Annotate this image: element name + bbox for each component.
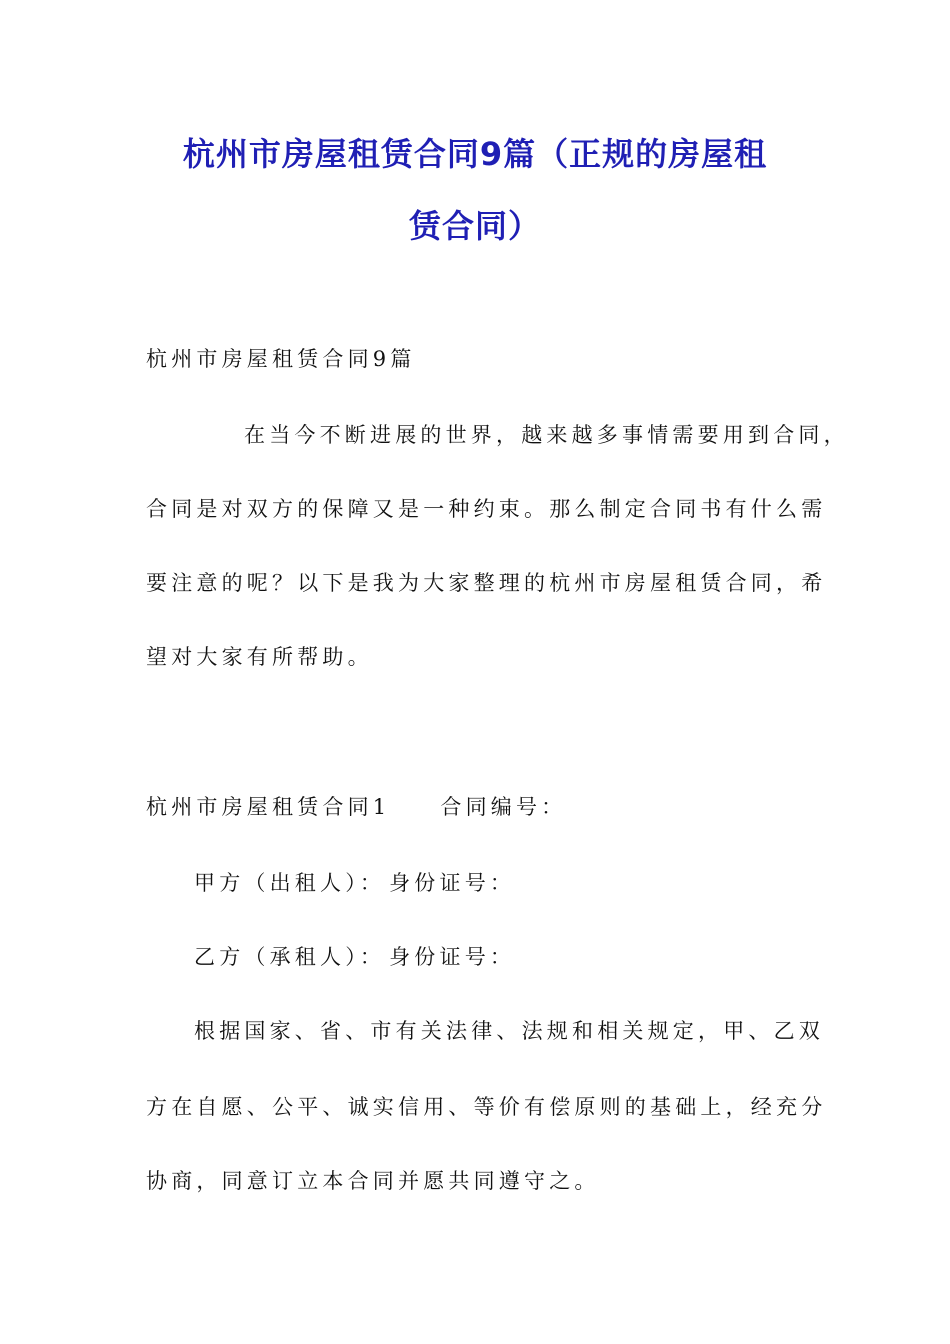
document-title-line-1: 杭州市房屋租赁合同9篇（正规的房屋租 (182, 135, 768, 173)
party-a-id-label: 身份证号： (389, 871, 516, 895)
contract-number-label: 合同编号： (440, 795, 567, 819)
preamble-line-3: 协商，同意订立本合同并愿共同遵守之。 (146, 1169, 600, 1193)
preamble-line-2: 方在自愿、公平、诚实信用、等价有偿原则的基础上，经充分 (146, 1095, 827, 1119)
intro-line-3: 要注意的呢？以下是我为大家整理的杭州市房屋租赁合同，希 (146, 571, 827, 595)
party-a-row (194, 868, 515, 898)
contract-heading-row (146, 792, 566, 822)
document-title-line-2: 赁合同） (408, 207, 541, 245)
preamble-line-1: 根据国家、省、市有关法律、法规和相关规定，甲、乙双 (194, 1019, 824, 1043)
subheading: 杭州市房屋租赁合同9篇 (146, 347, 416, 371)
intro-line-1: 在当今不断进展的世界，越来越多事情需要用到合同， (244, 423, 849, 447)
party-a-label: 甲方（出租人）： (194, 871, 386, 895)
intro-line-4: 望对大家有所帮助。 (146, 645, 373, 669)
party-b-row (194, 942, 515, 972)
party-b-id-label: 身份证号： (389, 945, 516, 969)
contract-heading: 杭州市房屋租赁合同1 (146, 795, 391, 819)
intro-line-2: 合同是对双方的保障又是一种约束。那么制定合同书有什么需 (146, 497, 827, 521)
party-b-label: 乙方（承租人）： (194, 945, 386, 969)
